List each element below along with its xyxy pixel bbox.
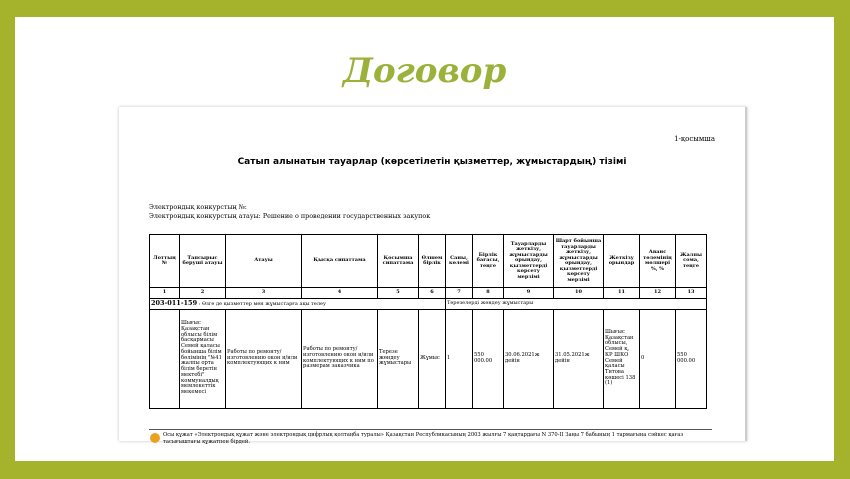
column-number-row — [150, 288, 707, 299]
cell-quantity: 1 — [446, 309, 473, 408]
col-header: Жалпы сома, теңге — [676, 235, 707, 288]
col-number: 12 — [640, 288, 676, 299]
cell-short-description: Работы по ремонту/изготовлению окон и/или комплектующих к ним по размерам заказчика — [302, 309, 378, 408]
col-number: 2 — [180, 288, 226, 299]
group-description: : Өзге де қызметтер мен жұмыстарға ақы төлеу — [198, 301, 326, 307]
col-number: 6 — [419, 288, 446, 299]
col-number: 5 — [378, 288, 419, 299]
col-number: 11 — [604, 288, 640, 299]
cell-customer: Шығыс Қазақстан облысы білім басқармасы Семей қаласы бойынша білім бөлімінің "№41 жалпы орта білім беретін мектебі" коммуналдық мемлекеттік мекемесі — [180, 309, 226, 408]
footer-note: Осы құжат «Электрондық құжат және электрондық цифрлық қолтаңба туралы» Қазақстан Республикасының 2003 жылғы 7 қаңтардағы N 370-II Заңы 7 бабының 1 тармағына сәйкес қағаз тасығыштағы құжатпен бірдей. — [163, 432, 684, 445]
cell-advance: 0 — [640, 309, 676, 408]
document-image — [119, 107, 747, 445]
col-header: Лоттың № — [150, 235, 180, 288]
cell-delivery-term: 30.06.2021ж дейін — [504, 309, 554, 408]
col-header: Шарт бойынша тауарларды жеткізу, жұмыстарды орындау, қызметтерді көрсету мерзімі — [554, 235, 604, 288]
group-row — [150, 299, 707, 310]
col-number: 3 — [226, 288, 302, 299]
col-number: 13 — [676, 288, 707, 299]
col-header: Қосымша сипаттама — [378, 235, 419, 288]
col-header: Тауарларды жеткізу, жұмыстарды орындау, қызметтерді көрсету мерзімі — [504, 235, 554, 288]
col-header: Өлшем бірлік — [419, 235, 446, 288]
cell-total: 550 000.00 — [676, 309, 707, 408]
col-number: 1 — [150, 288, 180, 299]
header-row — [150, 235, 707, 288]
cell-lot — [150, 309, 180, 408]
goods-table — [149, 234, 707, 409]
slide-title: Договор — [342, 51, 507, 91]
cell-extra-description: Терезе жөндеу жұмыстары — [378, 309, 419, 408]
egov-logo-icon — [150, 433, 160, 443]
cell-unit: Жұмыс — [419, 309, 446, 408]
col-header: Атауы — [226, 235, 302, 288]
col-header: Бірлік бағасы, теңге — [473, 235, 504, 288]
cell-name: Работы по ремонту/изготовлению окон и/или комплектующих к ним — [226, 309, 302, 408]
col-header: Саны, көлемі — [446, 235, 473, 288]
col-header: Тапсырыс беруші атауы — [180, 235, 226, 288]
cell-delivery-place: Шығыс Қазақстан облысы, Семей қ, КР ШКО Семей қаласы Титова көшесі 138 (1) — [604, 309, 640, 408]
col-number: 9 — [504, 288, 554, 299]
document-title: Сатып алынатын тауарлар (көрсетілетін қызметтер, жұмыстардың) тізімі — [237, 157, 627, 167]
footer-divider — [149, 429, 712, 430]
col-number: 10 — [554, 288, 604, 299]
contest-number: Электрондық конкурстың №: — [149, 203, 247, 211]
group-code-cell — [150, 299, 446, 310]
annex-label: 1-қосымша — [674, 135, 715, 143]
col-header: Жеткізу орындар — [604, 235, 640, 288]
col-number: 7 — [446, 288, 473, 299]
slide — [15, 17, 834, 461]
col-number: 8 — [473, 288, 504, 299]
cell-unit-price: 550 000.00 — [473, 309, 504, 408]
col-header: Аванс төлемінің мөлшері %, % — [640, 235, 676, 288]
cell-contract-term: 31.05.2021ж дейін — [554, 309, 604, 408]
contest-name: Электрондық конкурстың атауы: Решение о проведении государственных закупок — [149, 212, 431, 220]
col-number: 4 — [302, 288, 378, 299]
group-code: 203-011-159 — [151, 299, 198, 307]
col-header: Қысқа сипаттама — [302, 235, 378, 288]
group-note: Терезелерді жөндеу жұмыстары — [446, 299, 707, 310]
table-row — [150, 309, 707, 408]
